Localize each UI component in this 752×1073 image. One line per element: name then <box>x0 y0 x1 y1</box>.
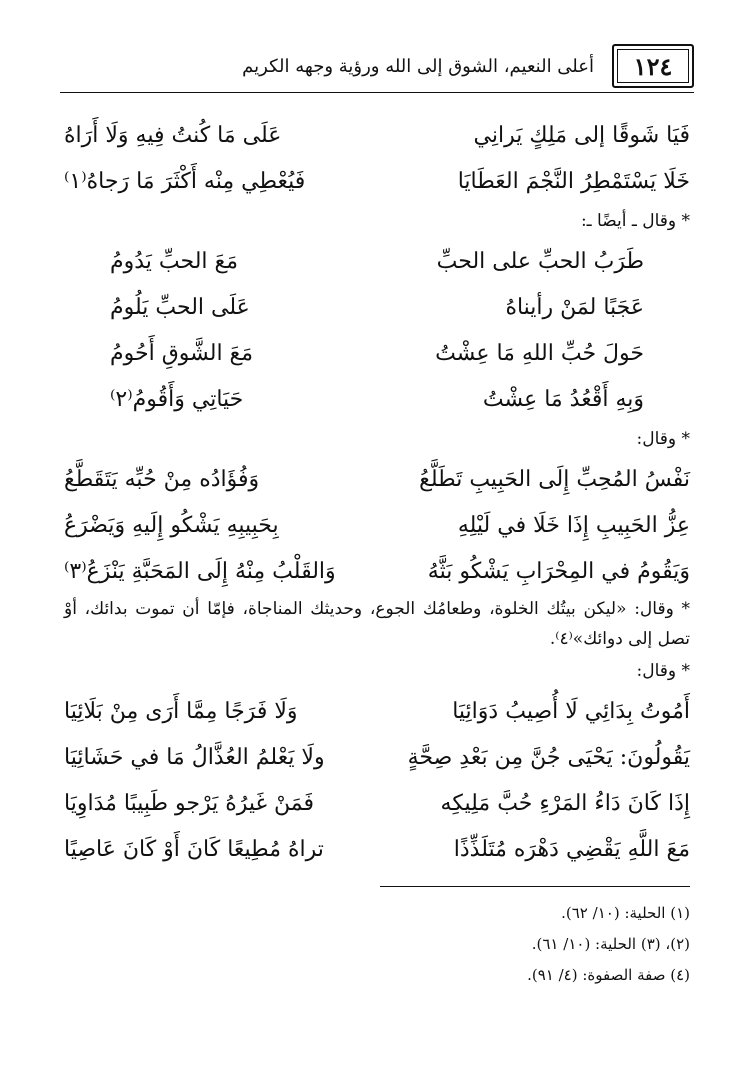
verse-line <box>64 376 690 422</box>
verse-second-hemistich: فَيُعْطِي مِنْه أَكْثَرَ مَا رَجاهُ⁽١⁾ <box>64 168 306 194</box>
verse-first-hemistich: وَيَقُومُ في المِحْرَابِ يَشْكُو بَثَّهُ <box>427 558 690 584</box>
verse-first-hemistich: حَولَ حُبِّ اللهِ مَا عِشْتُ <box>435 340 644 366</box>
verse-first-hemistich: عَجَبًا لمَنْ رأيناهُ <box>505 294 644 320</box>
prose-paragraph: * وقال: «ليكن بيتُك الخلوة، وطعامُك الجوع، وحديثك المناجاة، فإمّا أن تموت بدائك، أوْ تصل إلى دوائك»⁽٤⁾. <box>64 599 690 649</box>
verse-line <box>64 330 690 376</box>
verse-first-hemistich: إِذَا كَانَ دَاءُ المَرْءِ حُبَّ مَلِيكِه <box>440 790 690 816</box>
verse-line <box>64 502 690 548</box>
verse-second-hemistich: حَيَاتِي وَأَقُومُ⁽٢⁾ <box>110 386 244 412</box>
verse-line <box>64 112 690 158</box>
verse-first-hemistich: وَبِهِ أَقْعُدُ مَا عِشْتُ <box>482 386 644 412</box>
speaker-label: * وقال ـ أيضًا ـ: <box>580 211 690 231</box>
verse-line <box>64 826 690 872</box>
verse-first-hemistich: يَقُولُونَ: يَحْيَى جُنَّ مِن بَعْدِ صِحَّةٍ <box>407 744 690 770</box>
verse-first-hemistich: نَفْسُ المُحِبِّ إِلَى الحَبِيبِ تَطَلَّعُ <box>419 466 690 492</box>
verse-first-hemistich: أَمُوتُ بِدَائِي لَا أُصِيبُ دَوَائِيَا <box>452 698 690 724</box>
verse-line <box>64 688 690 734</box>
speaker-label: * وقال: <box>636 429 690 449</box>
verse-line <box>64 548 690 594</box>
running-title: أعلى النعيم، الشوق إلى الله ورؤية وجهه الكريم <box>242 56 594 77</box>
verse-second-hemistich: وَلَا فَرَجًا مِمَّا أَرَى مِنْ بَلَائِيَا <box>64 698 298 724</box>
speaker-label: * وقال: <box>636 661 690 681</box>
verse-first-hemistich: خَلَا يَسْتَمْطِرُ النَّجْمَ العَطَايَا <box>457 168 690 194</box>
verse-second-hemistich: وَالقَلْبُ مِنْهُ إِلَى المَحَبَّةِ يَنْزَعُ⁽٣⁾ <box>64 558 336 584</box>
footnote: (٤) صفة الصفوة: (٤/ ٩١). <box>527 966 690 984</box>
verse-second-hemistich: عَلَى مَا كُنتُ فِيهِ وَلَا أَرَاهُ <box>64 122 282 148</box>
verse-first-hemistich: مَعَ اللَّهِ يَقْضِي دَهْرَه مُتَلَذِّذًا <box>453 836 690 862</box>
page-body <box>64 112 690 872</box>
page-number: ١٢٤ <box>612 44 694 88</box>
verse-second-hemistich: وَفُؤَادُه مِنْ حُبِّه يَتَقَطَّعُ <box>64 466 260 492</box>
footnote: (١) الحلية: (١٠/ ٦٢). <box>561 904 690 922</box>
footnote: (٢)، (٣) الحلية: (١٠/ ٦١). <box>531 935 690 953</box>
verse-second-hemistich: عَلَى الحبِّ يَلُومُ <box>110 294 250 320</box>
verse-second-hemistich: ولَا يَعْلمُ العُذَّالُ مَا في حَشَائِيَا <box>64 744 325 770</box>
verse-second-hemistich: بِحَبِيبِهِ يَشْكُو إِلَيهِ وَيَضْرَعُ <box>64 512 279 538</box>
verse-first-hemistich: فَيَا شَوقًا إلى مَلِكٍ يَرانِي <box>473 122 690 148</box>
page-header <box>60 38 694 92</box>
header-rule <box>60 92 694 93</box>
verse-line <box>64 780 690 826</box>
verse-first-hemistich: عِزُّ الحَبِيبِ إِذَا خَلَا في لَيْلِهِ <box>457 512 690 538</box>
footnote-rule <box>380 886 690 887</box>
verse-line <box>64 238 690 284</box>
verse-second-hemistich: مَعَ الحبِّ يَدُومُ <box>110 248 239 274</box>
verse-second-hemistich: فَمَنْ غَيرُهُ يَرْجو طَبِيبًا مُدَاوِيَا <box>64 790 315 816</box>
verse-line <box>64 284 690 330</box>
verse-line <box>64 456 690 502</box>
verse-second-hemistich: تراهُ مُطِيعًا كَانَ أَوْ كَانَ عَاصِيًا <box>64 836 324 862</box>
footnotes <box>527 898 690 991</box>
verse-first-hemistich: طَرَبُ الحبِّ على الحبِّ <box>436 248 644 274</box>
verse-line <box>64 158 690 204</box>
verse-line <box>64 734 690 780</box>
verse-second-hemistich: مَعَ الشَّوقِ أَحُومُ <box>110 340 254 366</box>
